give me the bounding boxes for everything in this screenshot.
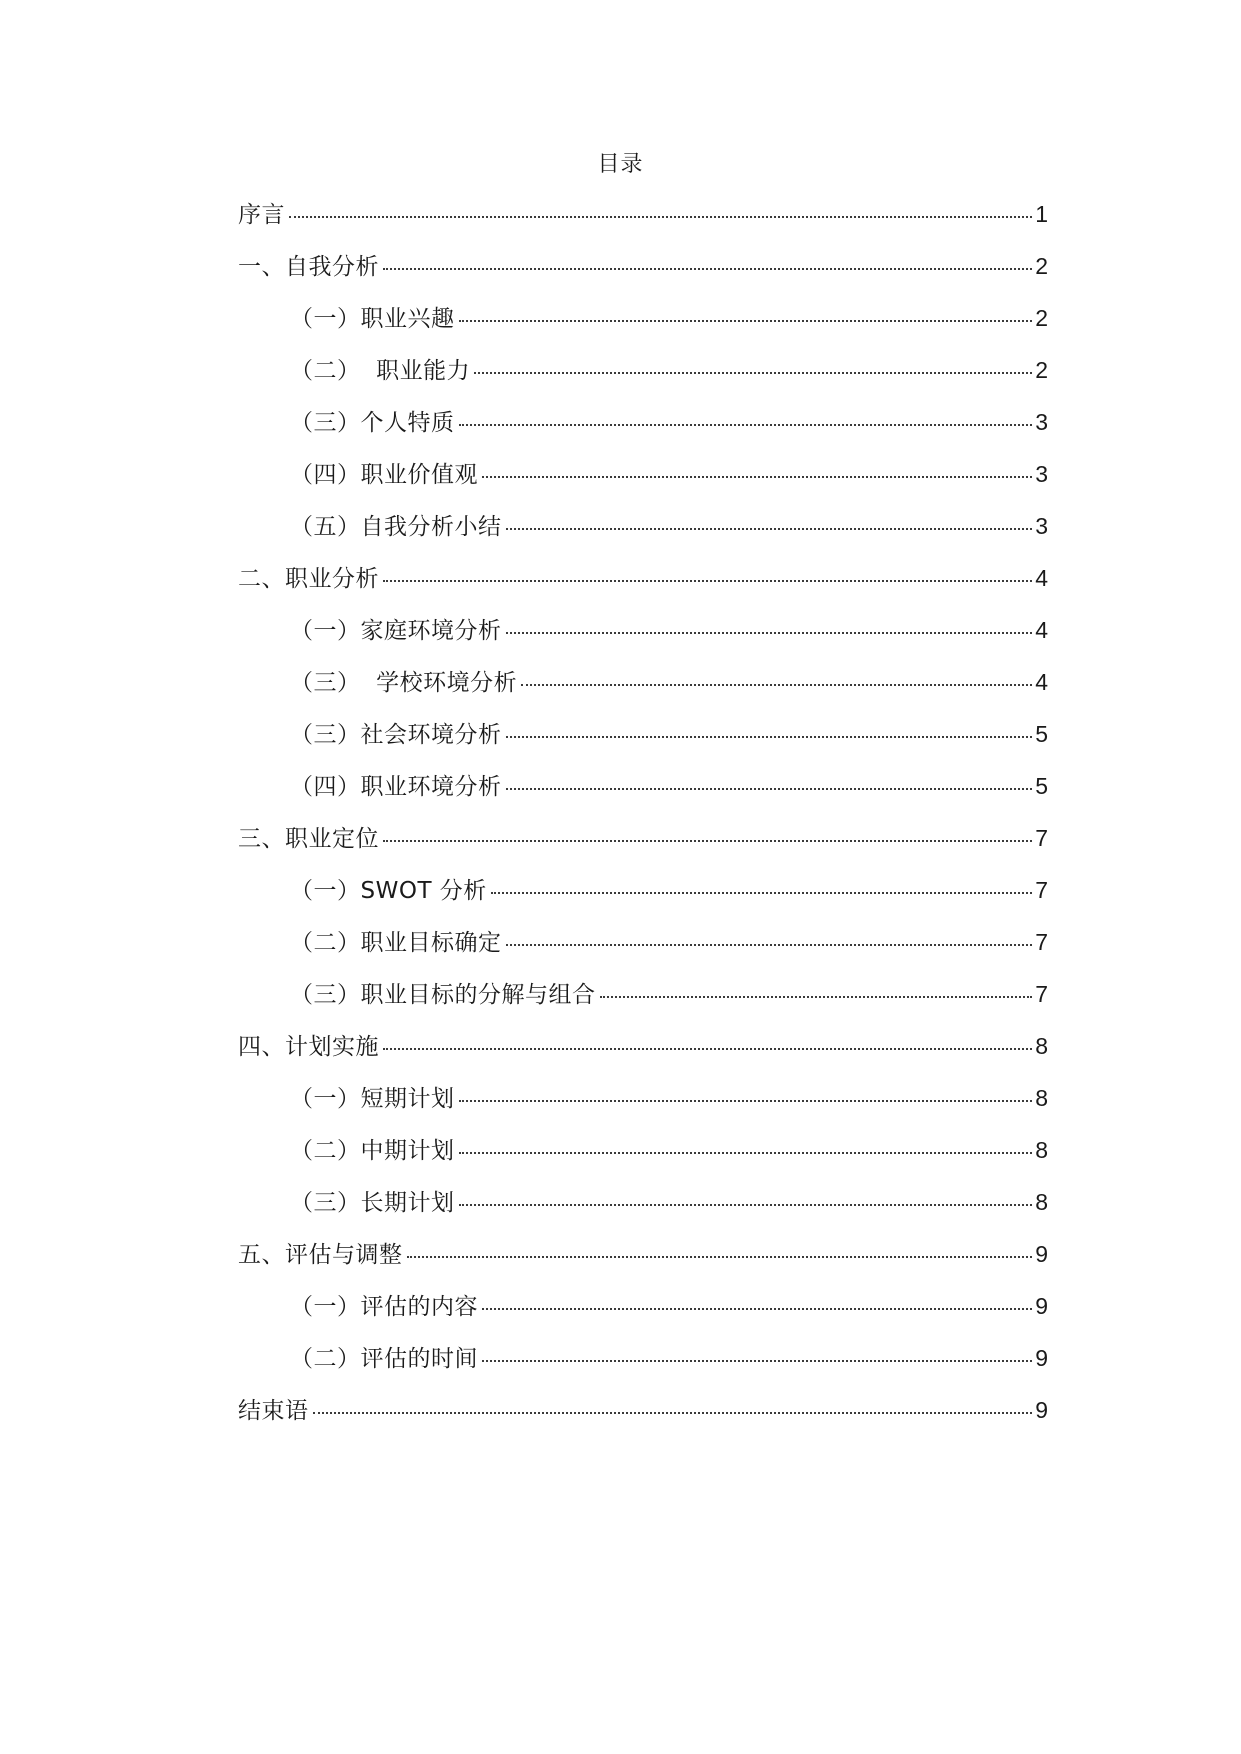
toc-dot-leader	[482, 1308, 1032, 1310]
toc-entry-label: （四）职业环境分析	[290, 774, 502, 800]
toc-page-number: 4	[1035, 669, 1048, 695]
toc-entry-label: （一）家庭环境分析	[290, 618, 502, 644]
toc-title: 目录	[597, 152, 644, 177]
toc-entry[interactable]	[238, 1135, 1048, 1187]
toc-entry-label: 二、职业分析	[238, 566, 379, 592]
toc-page-number: 7	[1035, 877, 1048, 903]
toc-entry[interactable]	[238, 1239, 1048, 1291]
toc-entry[interactable]	[238, 927, 1048, 979]
toc-entry[interactable]	[238, 1031, 1048, 1083]
toc-entry-label: （三）长期计划	[290, 1190, 455, 1216]
toc-entry-label: 一、自我分析	[238, 254, 379, 280]
toc-entry[interactable]	[238, 563, 1048, 615]
toc-page-number: 5	[1035, 721, 1048, 747]
toc-dot-leader	[459, 1152, 1033, 1154]
toc-entry-label: （一）短期计划	[290, 1086, 455, 1112]
toc-page-number: 9	[1035, 1241, 1048, 1267]
toc-page-number: 4	[1035, 617, 1048, 643]
toc-dot-leader	[474, 372, 1032, 374]
toc-dot-leader	[506, 788, 1033, 790]
toc-dot-leader	[506, 736, 1033, 738]
toc-dot-leader	[459, 424, 1033, 426]
toc-entry[interactable]	[238, 511, 1048, 563]
toc-entry[interactable]	[238, 823, 1048, 875]
toc-entry[interactable]	[238, 1083, 1048, 1135]
toc-entry[interactable]	[238, 719, 1048, 771]
toc-entry[interactable]	[238, 355, 1048, 407]
toc-dot-leader	[313, 1412, 1033, 1414]
toc-entry[interactable]	[238, 251, 1048, 303]
toc-page-number: 2	[1035, 305, 1048, 331]
toc-entry-label: （二） 职业能力	[290, 358, 471, 384]
toc-dot-leader	[383, 268, 1032, 270]
toc-page-number: 3	[1035, 513, 1048, 539]
toc-dot-leader	[521, 684, 1032, 686]
toc-entry-label: （三）职业目标的分解与组合	[290, 982, 596, 1008]
toc-entry[interactable]	[238, 459, 1048, 511]
toc-page-number: 8	[1035, 1033, 1048, 1059]
toc-page-number: 2	[1035, 357, 1048, 383]
toc-entry-label: 三、职业定位	[238, 826, 379, 852]
toc-entry-label: （三）个人特质	[290, 410, 455, 436]
toc-entry[interactable]	[238, 979, 1048, 1031]
toc-entry[interactable]	[238, 875, 1048, 927]
toc-page-number: 8	[1035, 1085, 1048, 1111]
toc-dot-leader	[482, 1360, 1032, 1362]
toc-dot-leader	[459, 320, 1033, 322]
toc-entry[interactable]	[238, 303, 1048, 355]
toc-dot-leader	[491, 892, 1032, 894]
toc-entry-label: （二）评估的时间	[290, 1346, 478, 1372]
toc-entry-label: （三） 学校环境分析	[290, 670, 518, 696]
toc-entry-label: （四）职业价值观	[290, 462, 478, 488]
toc-entry-label: （一）职业兴趣	[290, 306, 455, 332]
toc-dot-leader	[459, 1204, 1033, 1206]
toc-page-number: 5	[1035, 773, 1048, 799]
toc-page-number: 7	[1035, 981, 1048, 1007]
toc-dot-leader	[383, 1048, 1032, 1050]
toc-entry[interactable]	[238, 407, 1048, 459]
toc-dot-leader	[407, 1256, 1033, 1258]
toc-dot-leader	[506, 632, 1033, 634]
toc-page-number: 8	[1035, 1189, 1048, 1215]
toc-page-number: 2	[1035, 253, 1048, 279]
toc-dot-leader	[459, 1100, 1033, 1102]
toc-page-number: 9	[1035, 1293, 1048, 1319]
toc-entry-label: 四、计划实施	[238, 1034, 379, 1060]
toc-page-number: 7	[1035, 825, 1048, 851]
toc-dot-leader	[383, 580, 1032, 582]
toc-entry-label: （二）职业目标确定	[290, 930, 502, 956]
toc-dot-leader	[383, 840, 1032, 842]
toc-dot-leader	[482, 476, 1032, 478]
toc-dot-leader	[289, 216, 1032, 218]
toc-entry[interactable]	[238, 1291, 1048, 1343]
toc-page-number: 4	[1035, 565, 1048, 591]
toc-page-number: 1	[1035, 201, 1048, 227]
toc-dot-leader	[506, 944, 1033, 946]
toc-entry[interactable]	[238, 615, 1048, 667]
toc-page-number: 9	[1035, 1345, 1048, 1371]
toc-entry[interactable]	[238, 1343, 1048, 1395]
toc-entry-label: （三）社会环境分析	[290, 722, 502, 748]
toc-entry-label: 序言	[238, 202, 285, 228]
toc-entry[interactable]	[238, 667, 1048, 719]
toc-entry[interactable]	[238, 771, 1048, 823]
toc-entry-label: （一）评估的内容	[290, 1294, 478, 1320]
toc-page-number: 9	[1035, 1397, 1048, 1423]
toc-page-number: 8	[1035, 1137, 1048, 1163]
toc-dot-leader	[506, 528, 1033, 530]
toc-entry-label: （一）SWOT 分析	[290, 878, 487, 904]
toc-entry-label: 结束语	[238, 1398, 309, 1424]
toc-page-number: 7	[1035, 929, 1048, 955]
toc-page-number: 3	[1035, 409, 1048, 435]
toc-entry-label: （五）自我分析小结	[290, 514, 502, 540]
toc-entry[interactable]	[238, 1187, 1048, 1239]
toc-dot-leader	[600, 996, 1033, 998]
toc-entry[interactable]	[238, 199, 1048, 251]
toc-entry-label: 五、评估与调整	[238, 1242, 403, 1268]
toc-list	[238, 199, 1048, 1447]
toc-page-number: 3	[1035, 461, 1048, 487]
toc-entry-label: （二）中期计划	[290, 1138, 455, 1164]
toc-entry[interactable]	[238, 1395, 1048, 1447]
